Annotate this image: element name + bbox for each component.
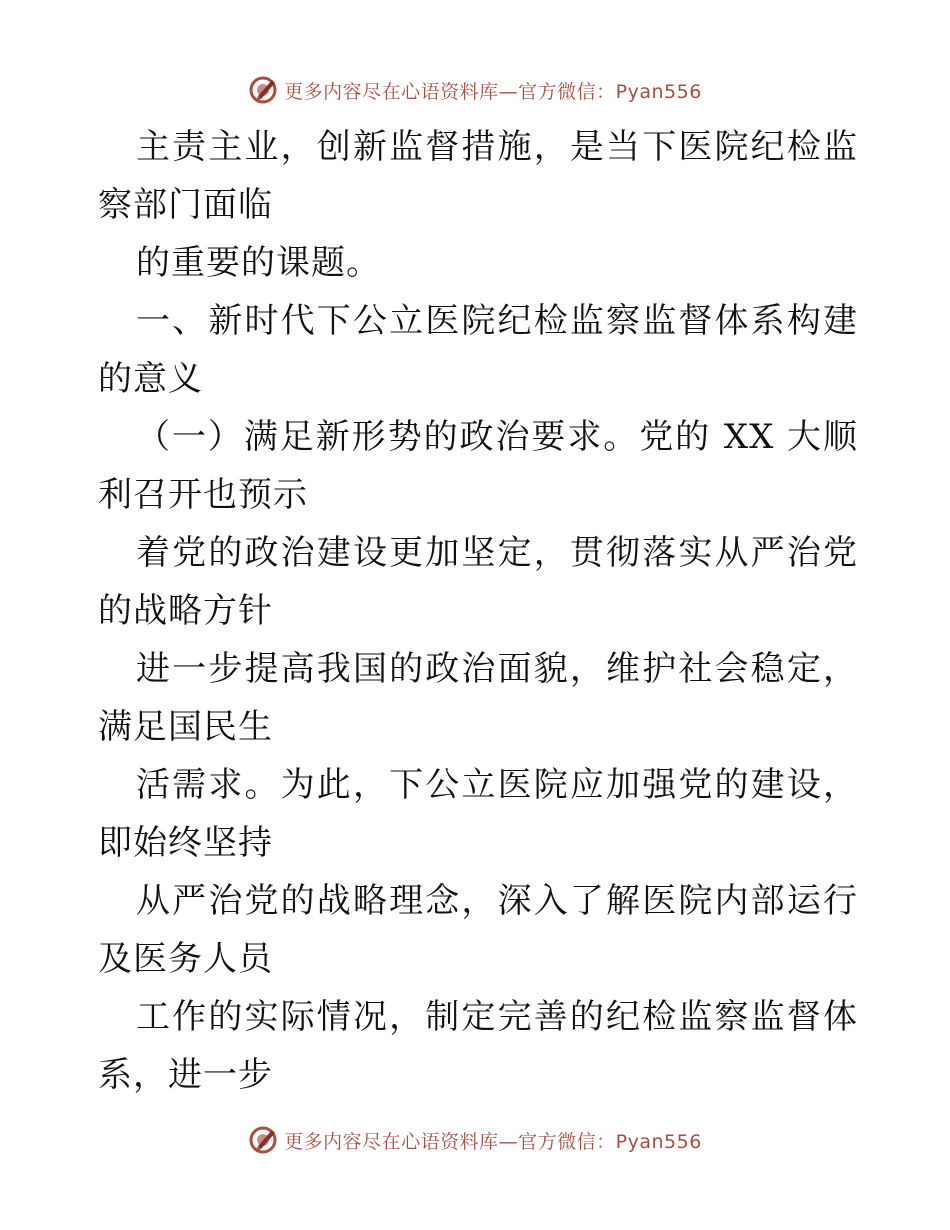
header-watermark — [0, 70, 950, 110]
paragraph-5: 进一步提高我国的政治面貌，维护社会稳定，满足国民生 — [98, 649, 858, 747]
section-heading: 一、新时代下公立医院纪检监察监督体系构建的意义 — [98, 301, 858, 399]
pen-logo-icon — [248, 75, 278, 105]
paragraph-1: 主责主业，创新监督措施，是当下医院纪检监察部门面临 — [98, 127, 858, 225]
footer-watermark — [0, 1120, 950, 1160]
paragraph-2: 的重要的课题。 — [136, 243, 381, 283]
paragraph-4: 着党的政治建设更加坚定，贯彻落实从严治党的战略方针 — [98, 533, 858, 631]
paragraph-3: （一）满足新形势的政治要求。党的 XX 大顺利召开也预示 — [98, 417, 858, 515]
paragraph-7: 从严治党的战略理念，深入了解医院内部运行及医务人员 — [98, 881, 858, 979]
pen-logo-icon — [248, 1125, 278, 1155]
header-watermark-text: 更多内容尽在心语资料库—官方微信：Pyan556 — [284, 80, 702, 103]
document-body — [98, 118, 858, 1104]
paragraph-8: 工作的实际情况，制定完善的纪检监察监督体系，进一步 — [98, 997, 858, 1095]
footer-watermark-text: 更多内容尽在心语资料库—官方微信：Pyan556 — [284, 1130, 702, 1153]
paragraph-6: 活需求。为此，下公立医院应加强党的建设，即始终坚持 — [98, 765, 858, 863]
